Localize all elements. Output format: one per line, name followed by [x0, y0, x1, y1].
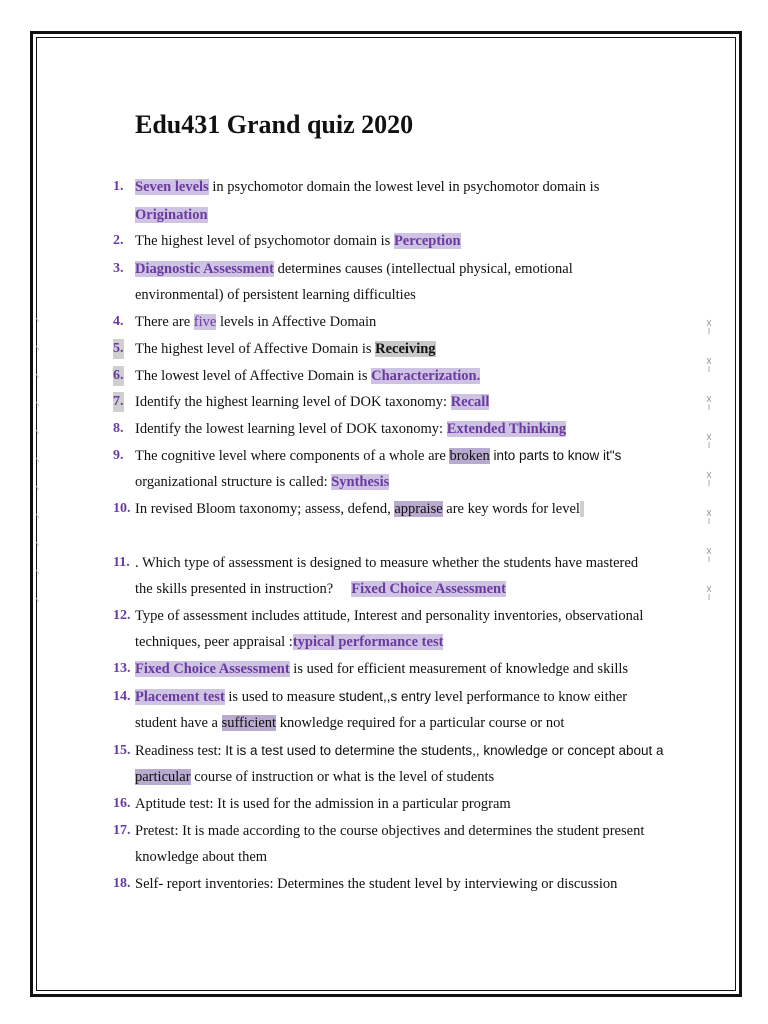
page-title: Edu431 Grand quiz 2020	[135, 110, 414, 139]
list-item: Readiness test: It is a test used to determine the students,, knowledge or concept about a	[135, 743, 664, 759]
item-number: 17.	[113, 823, 131, 838]
item-number: 7.	[113, 392, 124, 412]
list-item: In revised Bloom taxonomy; assess, defend, appraise are key words for level	[135, 499, 584, 519]
item-number: 2.	[113, 233, 124, 248]
list-item: Placement test is used to measure student,,s entry level performance to know either	[135, 689, 628, 705]
list-item: Identify the highest learning level of DOK taxonomy: Recall	[135, 394, 490, 410]
list-item-cont: techniques, peer appraisal :typical performance test	[135, 634, 444, 650]
item-number: 14.	[113, 689, 131, 704]
item-number: 18.	[113, 876, 131, 891]
list-item: Diagnostic Assessment determines causes (intellectual physical, emotional	[135, 261, 573, 277]
list-item: The highest level of psychomotor domain is Perception	[135, 233, 461, 249]
list-item: There are five levels in Affective Domain	[135, 314, 377, 330]
list-item-cont: the skills presented in instruction? Fixed Choice Assessment	[135, 581, 506, 597]
item-number: 10.	[113, 501, 131, 516]
margin-decoration-left	[35, 318, 41, 608]
item-number: 12.	[113, 608, 131, 623]
list-item: Identify the lowest learning level of DOK taxonomy: Extended Thinking	[135, 421, 567, 437]
item-number: 11.	[113, 555, 130, 570]
list-item: The lowest level of Affective Domain is Characterization.	[135, 368, 481, 384]
item-number: 4.	[113, 314, 124, 329]
list-item-cont: particular course of instruction or what is the level of students	[135, 769, 495, 785]
list-item-cont: organizational structure is called: Synthesis	[135, 474, 390, 490]
list-item: Type of assessment includes attitude, Interest and personality inventories, observational	[135, 608, 644, 624]
item-number: 6.	[113, 366, 124, 386]
item-number: 15.	[113, 743, 131, 758]
list-item-cont: environmental) of persistent learning difficulties	[135, 287, 416, 303]
list-item-cont: Origination	[135, 207, 208, 223]
margin-decoration-right	[703, 318, 717, 608]
tick-icon	[35, 318, 41, 608]
list-item: Pretest: It is made according to the course objectives and determines the student present	[135, 823, 645, 839]
item-number: 13.	[113, 661, 131, 676]
list-item: The highest level of Affective Domain is Receiving	[135, 341, 436, 357]
list-item: The cognitive level where components of a whole are broken into parts to know it"s	[135, 448, 622, 464]
list-item: Aptitude test: It is used for the admission in a particular program	[135, 796, 511, 812]
list-item-cont: student have a sufficient knowledge required for a particular course or not	[135, 715, 565, 731]
list-item: Fixed Choice Assessment is used for efficient measurement of knowledge and skills	[135, 661, 629, 677]
item-number: 16.	[113, 796, 131, 811]
item-number: 5.	[113, 339, 124, 359]
list-item: Self- report inventories: Determines the student level by interviewing or discussion	[135, 876, 618, 892]
list-item: Seven levels in psychomotor domain the lowest level in psychomotor domain is	[135, 179, 600, 195]
item-number: 1.	[113, 179, 124, 194]
item-number: 8.	[113, 421, 124, 436]
item-number: 9.	[113, 448, 124, 463]
list-item: . Which type of assessment is designed to measure whether the students have mastered	[135, 555, 639, 571]
item-number: 3.	[113, 261, 124, 276]
list-item-cont: knowledge about them	[135, 849, 268, 865]
ornament-icon	[703, 318, 717, 608]
